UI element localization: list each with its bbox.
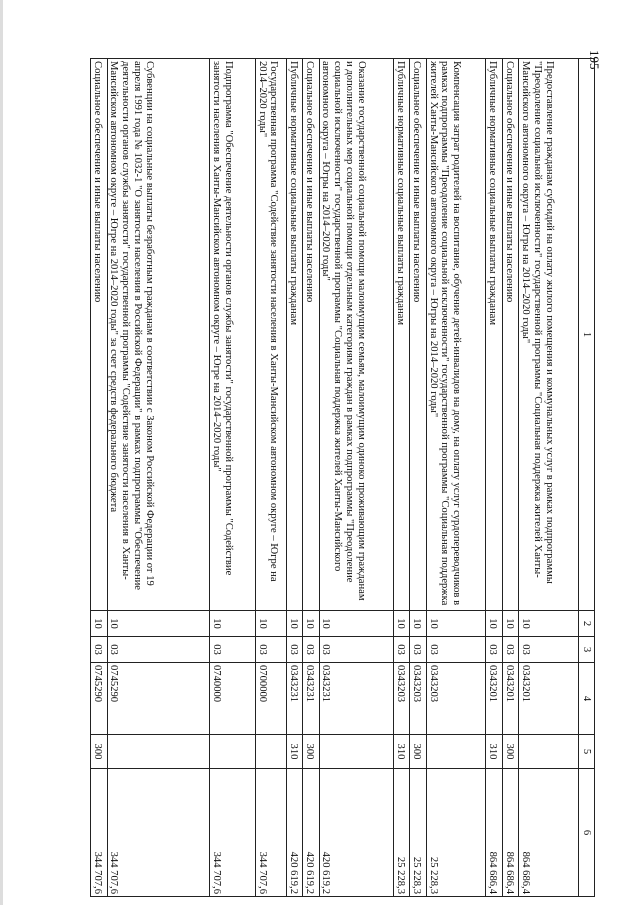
page-number: 195 [587,50,602,70]
row-rz: 10 [426,611,486,637]
row-sum: 864 686,4 [502,769,518,897]
row-rz: 10 [210,611,255,637]
row-rz: 10 [519,611,579,637]
row-vr [426,735,486,769]
row-sum: 420 619,2 [303,769,319,897]
row-sum: 344 707,6 [107,769,210,897]
row-vr: 300 [91,735,108,769]
row-csr: 0343231 [303,663,319,735]
table-row [426,59,486,897]
row-pr: 03 [410,637,426,663]
header-cell-4: 4 [579,663,595,735]
row-rz: 10 [91,611,108,637]
row-pr: 03 [107,637,210,663]
row-sum: 25 228,3 [393,769,409,897]
row-name: Компенсация затрат родителей на воспитание, обучение детей-инвалидов на дому, на оплату услуг сурдопереводчиков в рамках подпрограммы "Преодоление социальной исключенности" государственной программы "Социальная поддержка жителей Ханты-Мансийского автономного округа – Югры на 2014–2020 годы" [426,59,486,611]
row-csr: 0745290 [91,663,108,735]
row-rz: 10 [286,611,302,637]
table-row [255,59,286,897]
row-sum: 864 686,4 [519,769,579,897]
header-row [579,59,595,897]
row-rz: 10 [255,611,286,637]
row-csr: 0343231 [286,663,302,735]
row-csr: 0745290 [107,663,210,735]
row-csr: 0700000 [255,663,286,735]
row-vr: 300 [410,735,426,769]
row-name: Подпрограмма "Обеспечение деятельности органов службы занятости" государственной программы "Содействие занятости населения в Ханты-Мансийском автономном округе – Югре на 2014–2020 годы" [210,59,255,611]
row-pr: 03 [210,637,255,663]
row-name: Публичные нормативные социальные выплаты гражданам [486,59,502,611]
budget-table [90,58,595,897]
row-rz: 10 [410,611,426,637]
row-csr: 0343203 [393,663,409,735]
row-csr: 0740000 [210,663,255,735]
rotated-table-container [90,58,595,896]
row-rz: 10 [303,611,319,637]
row-sum: 864 686,4 [486,769,502,897]
row-pr: 03 [286,637,302,663]
row-vr [255,735,286,769]
row-csr: 0343203 [410,663,426,735]
row-pr: 03 [255,637,286,663]
row-vr: 310 [286,735,302,769]
header-cell-1: 1 [579,59,595,611]
row-vr: 310 [393,735,409,769]
row-name: Социальное обеспечение и иные выплаты населению [502,59,518,611]
row-name: Социальное обеспечение и иные выплаты населению [91,59,108,611]
row-vr [319,735,393,769]
header-cell-2: 2 [579,611,595,637]
header-cell-3: 3 [579,637,595,663]
row-name: Публичные нормативные социальные выплаты гражданам [393,59,409,611]
row-sum: 420 619,2 [286,769,302,897]
row-vr: 310 [486,735,502,769]
row-pr: 03 [502,637,518,663]
table-row [502,59,518,897]
row-pr: 03 [519,637,579,663]
row-csr: 0343201 [519,663,579,735]
row-sum: 344 707,6 [210,769,255,897]
row-vr: 300 [502,735,518,769]
header-cell-5: 5 [579,735,595,769]
row-vr: 300 [303,735,319,769]
row-rz: 10 [107,611,210,637]
row-sum: 344 707,6 [255,769,286,897]
row-sum: 420 619,2 [319,769,393,897]
row-pr: 03 [426,637,486,663]
table-row [303,59,319,897]
table-row [107,59,210,897]
table-row [393,59,409,897]
table-row [410,59,426,897]
row-name: Субвенции на социальные выплаты безработным гражданам в соответствии с Законом Российской Федерации от 19 апреля 1991 года № 1032-1 "О занятости населения в Российской Федерации" в рамках подпрограммы "Обеспечение деятельности органов службы занятости" государственной программы "Содействие занятости населения в Ханты-Мансийском автономном округе – Югре на 2014–2020 годы" за счет средств федерального бюджета [107,59,210,611]
row-name: Предоставление гражданам субсидий на оплату жилого помещения и коммунальных услуг в рамках подпрограммы "Преодоление социальной исключенности" государственной программы "Социальная поддержка жителей Ханты-Мансийского автономного округа – Югры на 2014–2020 годы" [519,59,579,611]
row-rz: 10 [319,611,393,637]
row-vr [107,735,210,769]
row-csr: 0343201 [502,663,518,735]
row-vr [519,735,579,769]
table-row [486,59,502,897]
table-row [91,59,108,897]
row-csr: 0343231 [319,663,393,735]
row-pr: 03 [91,637,108,663]
row-name: Государственная программа "Содействие занятости населения в Ханты-Мансийском автономном округе – Югре на 2014–2020 годы" [255,59,286,611]
row-csr: 0343203 [426,663,486,735]
row-csr: 0343201 [486,663,502,735]
row-pr: 03 [303,637,319,663]
table-row [319,59,393,897]
row-sum: 344 707,6 [91,769,108,897]
row-rz: 10 [486,611,502,637]
row-name: Социальное обеспечение и иные выплаты населению [303,59,319,611]
row-pr: 03 [393,637,409,663]
row-sum: 25 228,3 [426,769,486,897]
row-rz: 10 [502,611,518,637]
table-row [519,59,579,897]
table-row [210,59,255,897]
scan-edge-mark [0,0,3,905]
row-sum: 25 228,3 [410,769,426,897]
row-name: Публичные нормативные социальные выплаты гражданам [286,59,302,611]
row-name: Социальное обеспечение и иные выплаты населению [410,59,426,611]
row-pr: 03 [486,637,502,663]
row-pr: 03 [319,637,393,663]
header-cell-6: 6 [579,769,595,897]
row-name: Оказание государственной социальной помощи малоимущим семьям, малоимущим одиноко проживающим гражданам и дополнительных мер социальной помощи отдельным категориям граждан в рамках подпрограммы "Преодоление социальной исключенности" государственной программы "Социальная поддержка жителей Ханты-Мансийского автономного округа – Югры на 2014–2020 годы" [319,59,393,611]
row-vr [210,735,255,769]
row-rz: 10 [393,611,409,637]
table-row [286,59,302,897]
